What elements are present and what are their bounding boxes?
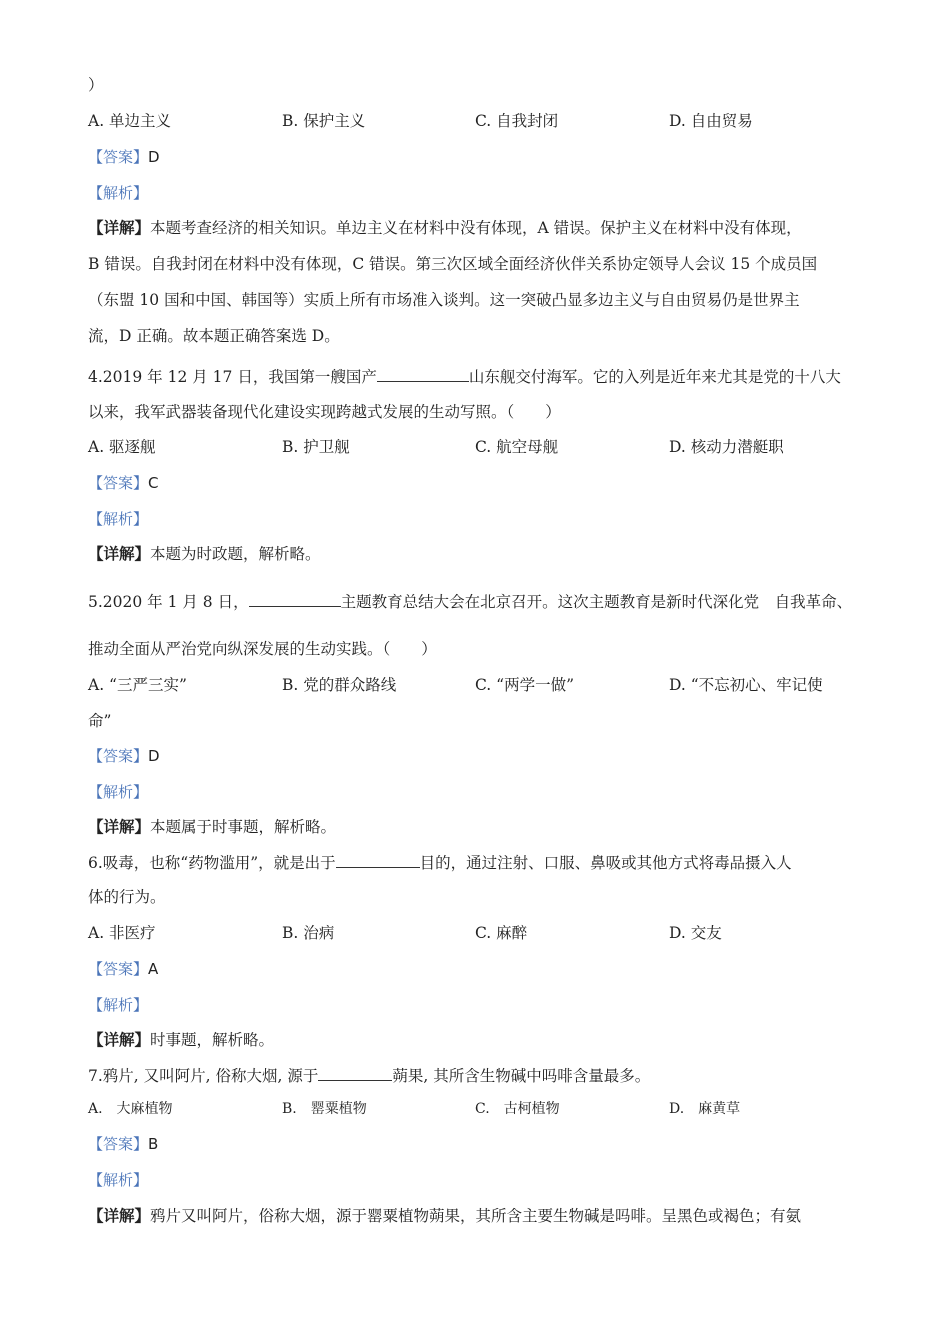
q3-detail-line-2: B 错误。自我封闭在材料中没有体现，C 错误。第三次区域全面经济伙伴关系协定领导人会议 15 个成员国 <box>88 255 818 273</box>
q7-option-a[interactable]: A. 大麻植物 <box>88 1101 173 1117</box>
q7-answer <box>88 1133 158 1155</box>
answer-value: A <box>148 960 159 978</box>
q5-option-d-wrap: 命” <box>88 712 112 730</box>
q6-stem-line-2: 体的行为。 <box>88 888 166 906</box>
q3-option-a[interactable]: A. 单边主义 <box>88 112 172 130</box>
q3-answer <box>88 146 160 168</box>
q4-stem-text: 4.2019 年 12 月 17 日，我国第一艘国产 <box>88 368 377 386</box>
q5-answer <box>88 745 160 767</box>
q4-option-c[interactable]: C. 航空母舰 <box>475 438 559 456</box>
q6-option-d[interactable]: D. 交友 <box>669 924 722 942</box>
answer-value: B <box>148 1135 159 1153</box>
q5-stem-text-cont: 主题教育总结大会在北京召开。这次主题教育是新时代深化党 自我革命、 <box>340 593 853 611</box>
q5-option-d[interactable]: D. “不忘初心、牢记使 <box>669 676 823 694</box>
q5-option-b[interactable]: B. 党的群众路线 <box>282 676 397 694</box>
q5-stem-line-1 <box>88 590 852 613</box>
q7-analysis <box>88 1169 148 1191</box>
detail-text: 本题为时政题，解析略。 <box>150 545 321 563</box>
q7-option-b[interactable]: B. 罂粟植物 <box>282 1101 367 1117</box>
detail-text: 鸦片又叫阿片，俗称大烟，源于罂粟植物蒴果，其所含主要生物碱是吗啡。呈黑色或褐色；有氨 <box>150 1207 802 1225</box>
analysis-tag: 【解析】 <box>88 783 149 801</box>
detail-text: 本题属于时事题，解析略。 <box>150 818 337 836</box>
analysis-tag: 【解析】 <box>88 996 149 1014</box>
detail-tag: 【详解】 <box>88 1206 151 1225</box>
q6-stem-text-cont: 目的，通过注射、口服、鼻吸或其他方式将毒品摄入人 <box>419 854 792 872</box>
q3-detail-line-4: 流，D 正确。故本题正确答案选 D。 <box>88 327 340 345</box>
q6-stem-line-1 <box>88 851 792 874</box>
q6-answer <box>88 958 158 980</box>
q5-analysis <box>88 781 148 803</box>
q4-stem-text-cont: 山东舰交付海军。它的入列是近年来尤其是党的十八大 <box>468 368 841 386</box>
answer-tag: 【答案】 <box>88 1135 149 1153</box>
q6-stem-text: 6.吸毒，也称“药物滥用”，就是出于 <box>88 854 336 872</box>
q3-detail-line-3: （东盟 10 国和中国、韩国等）实质上所有市场准入谈判。这一突破凸显多边主义与自由贸易仍是世界主 <box>88 291 800 309</box>
q5-detail <box>88 816 336 838</box>
q3-analysis <box>88 182 148 204</box>
detail-text: 时事题，解析略。 <box>150 1031 275 1049</box>
detail-text: 本题考查经济的相关知识。单边主义在材料中没有体现，A 错误。保护主义在材料中没有体现， <box>150 219 802 237</box>
analysis-tag: 【解析】 <box>88 510 149 528</box>
detail-tag: 【详解】 <box>88 218 151 237</box>
q5-option-a[interactable]: A. “三严三实” <box>88 676 187 694</box>
q6-detail <box>88 1029 274 1051</box>
fill-blank[interactable] <box>318 1064 392 1081</box>
answer-value: C <box>148 474 159 492</box>
q6-analysis <box>88 994 148 1016</box>
fill-blank[interactable] <box>249 590 341 607</box>
fill-blank[interactable] <box>336 851 420 868</box>
answer-tag: 【答案】 <box>88 474 149 492</box>
q7-stem-text-cont: 蒴果, 其所含生物碱中吗啡含量最多。 <box>392 1067 651 1085</box>
q4-option-b[interactable]: B. 护卫舰 <box>282 438 350 456</box>
q7-stem-text: 7.鸦片, 又叫阿片, 俗称大烟, 源于 <box>88 1067 319 1085</box>
q4-detail <box>88 543 321 565</box>
q3-detail-line-1 <box>88 217 802 239</box>
q5-stem-text: 5.2020 年 1 月 8 日， <box>88 593 249 611</box>
detail-tag: 【详解】 <box>88 817 151 836</box>
q4-option-a[interactable]: A. 驱逐舰 <box>88 438 156 456</box>
q4-stem-line-2: 以来，我军武器装备现代化建设实现跨越式发展的生动写照。（ ） <box>88 403 561 421</box>
q5-option-c[interactable]: C. “两学一做” <box>475 676 575 694</box>
q7-stem-line-1 <box>88 1064 650 1087</box>
analysis-tag: 【解析】 <box>88 1171 149 1189</box>
q4-option-d[interactable]: D. 核动力潜艇职 <box>669 438 784 456</box>
detail-tag: 【详解】 <box>88 544 151 563</box>
answer-value: D <box>148 747 160 765</box>
q3-option-d[interactable]: D. 自由贸易 <box>669 112 753 130</box>
answer-tag: 【答案】 <box>88 148 149 166</box>
q4-stem-line-1 <box>88 365 841 388</box>
fill-blank[interactable] <box>377 365 469 382</box>
q7-detail <box>88 1205 801 1227</box>
detail-tag: 【详解】 <box>88 1030 151 1049</box>
q7-option-d[interactable]: D. 麻黄草 <box>669 1101 741 1117</box>
analysis-tag: 【解析】 <box>88 184 149 202</box>
q6-option-b[interactable]: B. 治病 <box>282 924 335 942</box>
q4-analysis <box>88 508 148 530</box>
q4-answer <box>88 472 159 494</box>
q3-stem-tail: ） <box>88 76 104 94</box>
q6-option-c[interactable]: C. 麻醉 <box>475 924 528 942</box>
q7-option-c[interactable]: C. 古柯植物 <box>475 1101 560 1117</box>
q5-stem-line-2: 推动全面从严治党向纵深发展的生动实践。（ ） <box>88 640 437 658</box>
answer-value: D <box>148 148 160 166</box>
answer-tag: 【答案】 <box>88 747 149 765</box>
q3-option-b[interactable]: B. 保护主义 <box>282 112 366 130</box>
q6-option-a[interactable]: A. 非医疗 <box>88 924 156 942</box>
answer-tag: 【答案】 <box>88 960 149 978</box>
q3-option-c[interactable]: C. 自我封闭 <box>475 112 559 130</box>
